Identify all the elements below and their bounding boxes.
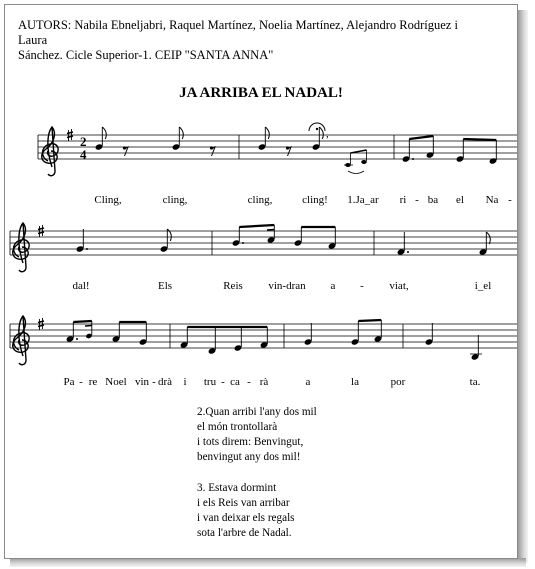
lyric-syllable: ca [230,376,240,388]
page-shadow-bottom [10,558,526,567]
verse-line: i tots direm: Benvingut, [197,436,304,448]
staff-system-1 [38,123,517,206]
verse-line: el món trontollarà [197,421,278,433]
lyric-syllable: a [305,376,311,388]
lyric-syllable: - [415,194,419,206]
lyric-syllable: - [508,194,512,206]
lyric-syllable: - [152,376,156,388]
lyric-syllable: la [351,376,359,388]
lyric-syllable: drà [157,376,173,388]
lyric-syllable: ba [427,194,439,206]
lyric-syllable: viat, [389,280,409,292]
verse-line: 2.Quan arribi l'any dos mil [197,406,317,418]
lyric-syllable: - [360,280,364,292]
time-signature-bottom: 4 [80,147,87,162]
lyric-syllable: cling, [162,194,188,206]
authors-line-1: AUTORS: Nabila Ebneljabri, Raquel Martínez, Noelia Martínez, Alejandro Rodríguez i Laura [18,18,458,47]
lyric-syllable: Cling, [94,194,122,206]
staff-system-2 [10,223,517,292]
verse-line: i van deixar els regals [197,512,295,524]
lyric-syllable: tru [203,376,217,388]
lyric-syllable: - [221,376,225,388]
time-signature-top: 2 [80,134,87,149]
treble-clef-icon [42,127,58,176]
verse-line: sota l'arbre de Nadal. [197,527,292,539]
lyric-syllable: ri [399,194,407,206]
svg-text:,: , [326,128,329,140]
lyric-syllable: Na [485,194,499,206]
lyric-syllable: 1.Ja_ar [347,194,379,206]
verse-2 [197,405,417,465]
music-score [5,5,517,558]
lyric-syllable: a [330,280,336,292]
lyric-syllable: el [456,194,464,206]
notes-system-1 [95,123,498,174]
lyric-syllable: re [88,376,98,388]
lyric-syllable: vin [134,376,150,388]
verse-line: benvingut any dos mil! [197,451,301,463]
notes-system-3 [66,320,482,361]
lyric-syllable: Els [157,280,173,292]
verse-line: 3. Estava dormint [197,482,277,494]
verse-3 [197,481,417,541]
lyric-syllable: - [79,376,83,388]
lyric-syllable: vin-dran [268,280,306,292]
lyrics-system-2 [72,280,491,292]
lyric-syllable: Pa [63,376,75,388]
document-page [4,4,518,559]
lyrics-system-1 [94,194,512,206]
verse-line: i els Reis van arribar [197,497,290,509]
notes-system-2 [76,225,491,256]
staff-system-3 [10,316,517,388]
lyric-syllable: Reis [223,280,243,292]
lyric-syllable: Noel [105,376,127,388]
lyric-syllable: por [390,376,406,388]
song-title: JA ARRIBA EL NADAL! [179,85,343,101]
treble-clef-icon [13,223,29,272]
page-shadow-right [518,10,528,563]
treble-clef-icon [13,316,29,365]
lyric-syllable: ta. [469,376,481,388]
lyrics-system-3 [64,376,481,388]
lyric-syllable: cling, [247,194,273,206]
lyric-syllable: - [247,376,251,388]
lyric-syllable: i_el [474,280,492,292]
authors-line-2: Sánchez. Cicle Superior-1. CEIP "SANTA ANNA" [18,48,274,62]
lyric-syllable: cling! [302,194,328,206]
lyric-syllable: rà [259,376,269,388]
lyric-syllable: dal! [72,280,90,292]
lyric-syllable: i [183,376,187,388]
